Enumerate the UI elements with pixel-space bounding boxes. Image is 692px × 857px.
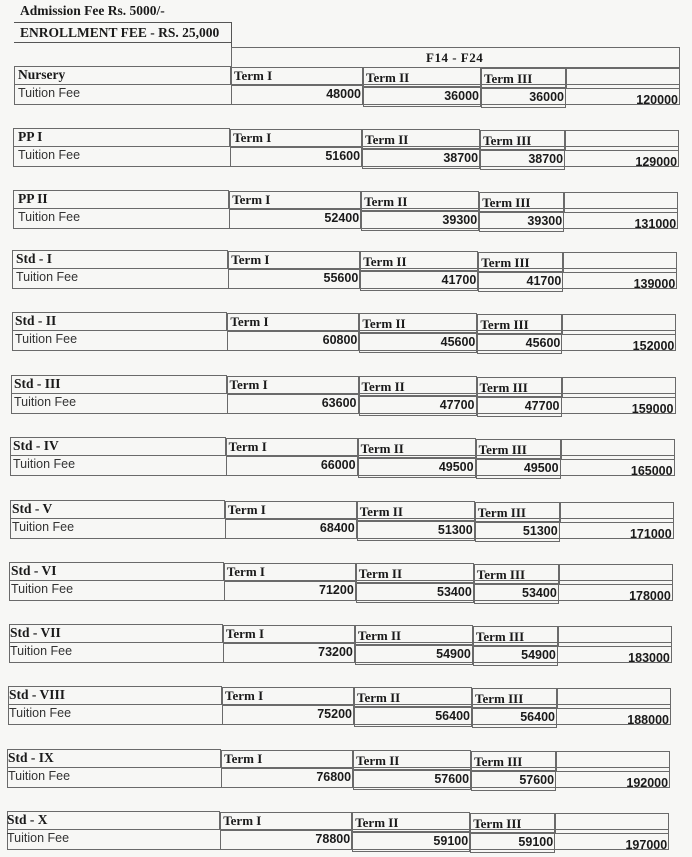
fee-label: Tuition Fee — [18, 86, 81, 100]
term-1-label: Term I — [232, 192, 271, 207]
term-2-label: Term II — [357, 628, 402, 643]
term-2-amount: 59100 — [433, 834, 469, 848]
total-cell — [561, 439, 675, 460]
term-1-amount: 66000 — [320, 458, 356, 472]
term-3-amount: 45600 — [525, 336, 561, 350]
total-amount: 183000 — [628, 651, 670, 665]
term-2-amount: 41700 — [441, 273, 477, 287]
fee-label: Tuition Fee — [16, 270, 79, 284]
fee-label: Tuition Fee — [13, 457, 76, 471]
term-2-label: Term II — [364, 194, 408, 209]
term-3-amount: 38700 — [528, 152, 564, 166]
term-1-label: Term I — [231, 252, 270, 267]
term-3-label: Term III — [479, 380, 528, 395]
enrollment-fee-text: ENROLLMENT FEE - RS. 25,000 — [20, 25, 220, 40]
total-amount: 192000 — [626, 776, 669, 790]
term-3-amount: 49500 — [523, 461, 559, 475]
term-1-label: Term I — [230, 314, 269, 329]
term-1-amount: 51600 — [325, 149, 361, 163]
term-2-label: Term II — [359, 504, 403, 519]
term-3-amount: 54900 — [521, 648, 556, 662]
grade-header-row — [13, 128, 230, 147]
term-2-label: Term II — [356, 753, 400, 768]
term-2-label: Term II — [366, 70, 410, 85]
header-rule — [14, 42, 232, 43]
fee-label: Tuition Fee — [8, 769, 71, 783]
term-3-label: Term III — [481, 255, 530, 270]
total-cell — [564, 192, 678, 213]
total-amount: 129000 — [635, 155, 678, 169]
term-2-amount: 54900 — [436, 647, 471, 661]
total-amount: 120000 — [636, 93, 678, 107]
term-2-label: Term II — [355, 815, 399, 830]
total-cell — [566, 68, 680, 89]
grade-name: Nursery — [18, 67, 66, 82]
total-amount: 152000 — [632, 339, 675, 353]
grade-name: Std - VI — [11, 563, 57, 578]
term-2-amount: 57600 — [434, 772, 470, 786]
term-1-label: Term I — [226, 564, 265, 579]
grade-name: Std - III — [14, 376, 61, 391]
term-1-label: Term I — [234, 68, 273, 83]
term-1-amount: 55600 — [323, 271, 359, 285]
term-3-amount: 51300 — [522, 524, 558, 538]
term-2-label: Term II — [365, 132, 409, 147]
grade-name: Std - VIII — [9, 687, 66, 702]
term-3-amount: 53400 — [522, 586, 557, 600]
header-vertical-rule — [231, 22, 232, 48]
term-2-amount: 51300 — [437, 523, 473, 537]
term-2-amount: 49500 — [438, 460, 474, 474]
term-3-label: Term III — [476, 567, 526, 582]
term-3-label: Term III — [480, 317, 529, 332]
grade-name: PP I — [18, 129, 43, 144]
term-3-amount: 56400 — [520, 710, 555, 724]
total-cell — [562, 314, 676, 335]
fee-label: Tuition Fee — [18, 148, 81, 162]
term-1-amount: 76800 — [316, 770, 352, 784]
grade-name: Std - IX — [8, 750, 54, 765]
total-amount: 131000 — [634, 217, 677, 231]
header-rule — [14, 22, 232, 23]
term-3-amount: 36000 — [529, 90, 564, 104]
admission-fee-text: Admission Fee Rs. 5000/- — [20, 3, 165, 18]
term-1-amount: 60800 — [322, 333, 358, 347]
term-1-amount: 52400 — [324, 211, 360, 225]
fee-label: Tuition Fee — [11, 582, 74, 596]
total-amount: 165000 — [630, 464, 673, 478]
term-2-amount: 53400 — [437, 585, 472, 599]
term-1-amount: 68400 — [319, 521, 355, 535]
term-3-label: Term III — [478, 442, 527, 457]
grade-name: Std - V — [12, 501, 53, 516]
term-1-label: Term I — [224, 751, 263, 766]
term-3-label: Term III — [475, 691, 524, 706]
term-3-amount: 59100 — [518, 835, 554, 849]
total-amount: 159000 — [631, 402, 674, 416]
term-1-label: Term I — [228, 439, 267, 454]
term-3-label: Term III — [474, 754, 523, 769]
total-amount: 171000 — [629, 527, 672, 541]
fee-label: Tuition Fee — [18, 210, 81, 224]
total-cell — [560, 502, 674, 523]
term-2-label: Term II — [360, 441, 404, 456]
term-1-amount: 78800 — [315, 832, 351, 846]
term-1-amount: 73200 — [318, 645, 353, 659]
term-2-label: Term II — [361, 379, 405, 394]
total-amount: 139000 — [633, 277, 676, 291]
term-3-amount: 39300 — [527, 214, 563, 228]
term-3-label: Term III — [483, 133, 532, 148]
term-2-amount: 45600 — [440, 335, 476, 349]
term-1-label: Term I — [225, 688, 264, 703]
total-cell — [565, 130, 679, 151]
term-2-label: Term II — [357, 690, 401, 705]
total-cell — [563, 252, 677, 273]
term-1-label: Term I — [227, 502, 266, 517]
total-amount: 178000 — [629, 589, 671, 603]
term-3-label: Term III — [482, 195, 531, 210]
total-amount: 188000 — [627, 713, 669, 727]
term-1-amount: 48000 — [326, 87, 361, 101]
fee-label: Tuition Fee — [15, 332, 78, 346]
term-3-amount: 41700 — [526, 274, 562, 288]
total-cell — [562, 377, 676, 398]
total-cell — [558, 626, 672, 647]
term-3-label: Term III — [473, 816, 522, 831]
term-3-amount: 47700 — [524, 399, 560, 413]
fee-label: Tuition Fee — [7, 831, 70, 845]
total-cell — [557, 688, 671, 709]
term-2-label: Term II — [362, 316, 406, 331]
term-2-amount: 39300 — [442, 213, 478, 227]
term-2-amount: 36000 — [444, 89, 479, 103]
fee-label: Tuition Fee — [10, 644, 73, 658]
term-1-label: Term I — [229, 377, 268, 392]
term-1-label: Term I — [233, 130, 272, 145]
grade-name: Std - X — [7, 812, 48, 827]
term-1-amount: 71200 — [319, 583, 354, 597]
total-cell — [559, 564, 673, 585]
fee-label: Tuition Fee — [12, 520, 75, 534]
grade-name: Std - II — [15, 313, 57, 328]
term-1-amount: 63600 — [321, 396, 357, 410]
grade-name: PP II — [18, 191, 48, 206]
term-2-amount: 38700 — [443, 151, 479, 165]
total-cell — [556, 751, 670, 772]
term-2-label: Term II — [363, 254, 407, 269]
total-amount: 197000 — [625, 838, 668, 852]
grade-name: Std - I — [16, 251, 53, 266]
batch-label: F14 - F24 — [426, 50, 484, 65]
total-cell — [555, 813, 669, 834]
fee-label: Tuition Fee — [14, 395, 77, 409]
term-3-label: Term III — [477, 505, 526, 520]
term-3-label: Term III — [484, 71, 533, 86]
fee-label: Tuition Fee — [9, 706, 72, 720]
term-1-label: Term I — [225, 626, 265, 641]
term-2-amount: 56400 — [435, 709, 470, 723]
term-2-label: Term II — [358, 566, 403, 581]
grade-name: Std - VII — [10, 625, 61, 640]
term-3-amount: 57600 — [519, 773, 555, 787]
term-1-amount: 75200 — [317, 707, 352, 721]
term-3-label: Term III — [475, 629, 525, 644]
grade-name: Std - IV — [13, 438, 59, 453]
term-2-amount: 47700 — [439, 398, 475, 412]
term-1-label: Term I — [223, 813, 262, 828]
